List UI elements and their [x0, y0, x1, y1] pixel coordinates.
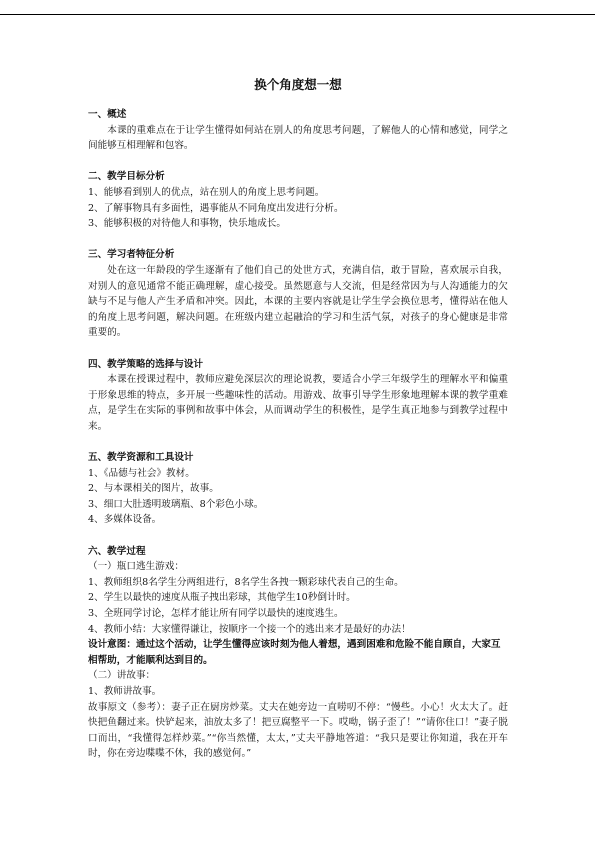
- document-page: [88, 76, 508, 762]
- process-item: 4、教师小结：大家懂得谦让，按顺序一个接一个的逃出来才是最好的办法！: [88, 623, 411, 635]
- subsection-heading: （一）瓶口逃生游戏：: [88, 561, 184, 573]
- spacer: [88, 232, 508, 248]
- subsection-heading: （二）讲故事：: [88, 670, 156, 682]
- process-item: 1、教师组织8名学生分两组进行，8名学生各拽一颗彩球代表自己的生命。: [88, 576, 404, 588]
- goal-item: 1、能够看到别人的优点，站在别人的角度上思考问题。: [88, 186, 325, 198]
- process-item: 2、学生以最快的速度从瓶子拽出彩球，其他学生10秒倒计时。: [88, 592, 356, 604]
- resource-item: 2、与本课相关的图片，故事。: [88, 483, 219, 495]
- design-intent: 设计意图：通过这个活动，让学生懂得应该时刻为他人着想，遇到困难和危险不能自顾自，大家互相帮助，才能顺利达到目的。: [88, 639, 501, 666]
- page-title: 换个角度想一想: [254, 77, 342, 92]
- section-heading-resources: 五、教学资源和工具设计: [88, 452, 194, 464]
- spacer: [88, 341, 508, 357]
- resource-item: 1、《品德与社会》教材。: [88, 467, 195, 479]
- goal-item: 3、能够积极的对待他人和事物，快乐地成长。: [88, 218, 286, 230]
- section-heading-goals: 二、教学目标分析: [88, 171, 165, 183]
- spacer: [88, 528, 508, 544]
- strategy-paragraph: 本课在授课过程中，教师应避免深层次的理论说教，要适合小学三年级学生的理解水平和偏重于形象思维的特点，多开展一些趣味性的活动。用游戏、故事引导学生形象地理解本课的教学重难点，是学生在实际的事例和故事中体会，从而调动学生的积极性，是学生真正地参与到教学过程中来。: [88, 374, 508, 432]
- story-paragraph: 故事原文（参考）：妻子正在厨房炒菜。丈夫在她旁边一直唠叨不停：“慢些。小心！火太大了。赶快把鱼翻过来。快铲起来，油放太多了！把豆腐整平一下。哎呦，锅子歪了！”“请你住口！”妻子脱口而出，“我懂得怎样炒菜。”“你当然懂，太太，”丈夫平静地答道：“我只是要让你知道，我在开车时，你在旁边喋喋不休，我的感觉何。”: [88, 701, 508, 760]
- section-heading-learners: 三、学习者特征分析: [88, 249, 175, 261]
- resource-item: 4、多媒体设备。: [88, 514, 162, 526]
- resource-item: 3、细口大肚透明玻璃瓶、8个彩色小球。: [88, 498, 264, 510]
- process-item: 3、全班同学讨论，怎样才能让所有同学以最快的速度逃生。: [88, 608, 344, 619]
- spacer: [88, 434, 508, 450]
- overview-paragraph: 本课的重难点在于让学生懂得如何站在别人的角度思考问题，了解他人的心情和感觉，同学之间能够互相理解和包容。: [88, 124, 508, 152]
- section-heading-strategy: 四、教学策略的选择与设计: [88, 358, 204, 370]
- learners-paragraph: 处在这一年龄段的学生逐渐有了他们自己的处世方式，充满自信，敢于冒险，喜欢展示自我，对别人的意见通常不能正确理解，虚心接受。虽然愿意与人交流，但是经常因为与人沟通能力的欠缺与不足与他人产生矛盾和冲突。因此，本课的主要内容就是让学生学会换位思考，懂得站在他人的角度上思考问题，解决问题。在班级内建立起融洽的学习和生活气氛，对孩子的身心健康是非常重要的。: [88, 264, 508, 339]
- section-heading-process: 六、教学过程: [88, 545, 146, 557]
- spacer: [88, 154, 508, 170]
- section-heading-overview: 一、概述: [88, 109, 127, 120]
- header-rule: [0, 14, 595, 15]
- process-item: 1、教师讲故事。: [88, 685, 162, 697]
- goal-item: 2、了解事物具有多面性，遇事能从不同角度出发进行分析。: [88, 202, 344, 214]
